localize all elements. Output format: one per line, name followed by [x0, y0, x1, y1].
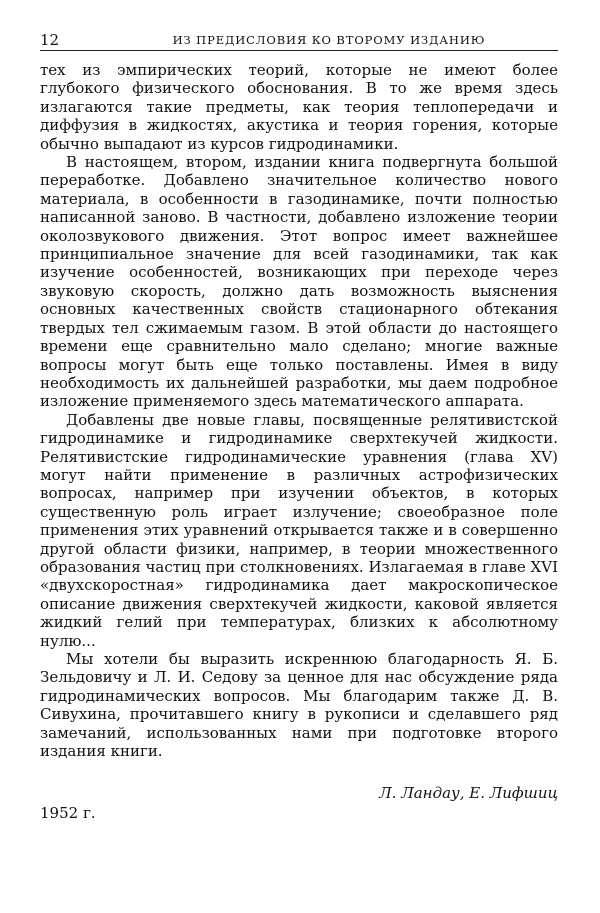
page-number: 12: [40, 31, 60, 49]
author-signature: Л. Ландау, Е. Лифшиц: [379, 784, 558, 802]
page-header: [40, 30, 558, 51]
paragraph: тех из эмпирических теорий, которые не имеют более глубокого физического обоснования. В то же время здесь излагаются такие предметы, как теория теплопередачи и диффузия в жидкостях, акустика и теория горения, которые обычно выпадают из курсов гидродинамики.: [40, 61, 558, 153]
body-text: [40, 61, 558, 760]
paragraph: В настоящем, втором, издании книга подвергнута большой переработке. Добавлено значительное количество нового материала, в особенности в газодинамике, почти полностью написанной заново. В частности, добавлено изложение теории околозвукового движения. Этот вопрос имеет важнейшее принципиальное значение для всей газодинамики, так как изучение особенностей, возникающих при переходе через звуковую скорость, должно дать возможность выяснения основных качественных свойств стационарного обтекания твердых тел сжимаемым газом. В этой области до настоящего времени еще сравнительно мало сделано; многие важные вопросы могут быть еще только поставлены. Имея в виду необходимость их дальнейшей разработки, мы даем подробное изложение применяемого здесь математического аппарата.: [40, 153, 558, 411]
paragraph: Добавлены две новые главы, посвященные релятивистской гидродинамике и гидродинамике сверхтекучей жидкости. Релятивистские гидродинамические уравнения (глава XV) могут найти применение в различных астрофизических вопросах, например при изучении объектов, в которых существенную роль играет излучение; своеобразное поле применения этих уравнений открывается также и в совершенно другой области физики, например, в теории множественного образования частиц при столкновениях. Излагаемая в главе XVI «двухскоростная» гидродинамика дает макроскопическое описание движения сверхтекучей жидкости, каковой является жидкий гелий при температурах, близких к абсолютному нулю...: [40, 410, 558, 650]
running-title: ИЗ ПРЕДИСЛОВИЯ КО ВТОРОМУ ИЗДАНИЮ: [172, 33, 486, 47]
paragraph: Мы хотели бы выразить искреннюю благодарность Я. Б. Зельдовичу и Л. И. Седову за ценное для нас обсуждение ряда гидродинамических вопросов. Мы благодарим также Д. В. Сивухина, прочитавшего книгу в рукописи и сделавшего ряд замечаний, использованных нами при подготовке второго издания книги.: [40, 650, 558, 761]
publication-year: 1952 г.: [40, 804, 96, 822]
